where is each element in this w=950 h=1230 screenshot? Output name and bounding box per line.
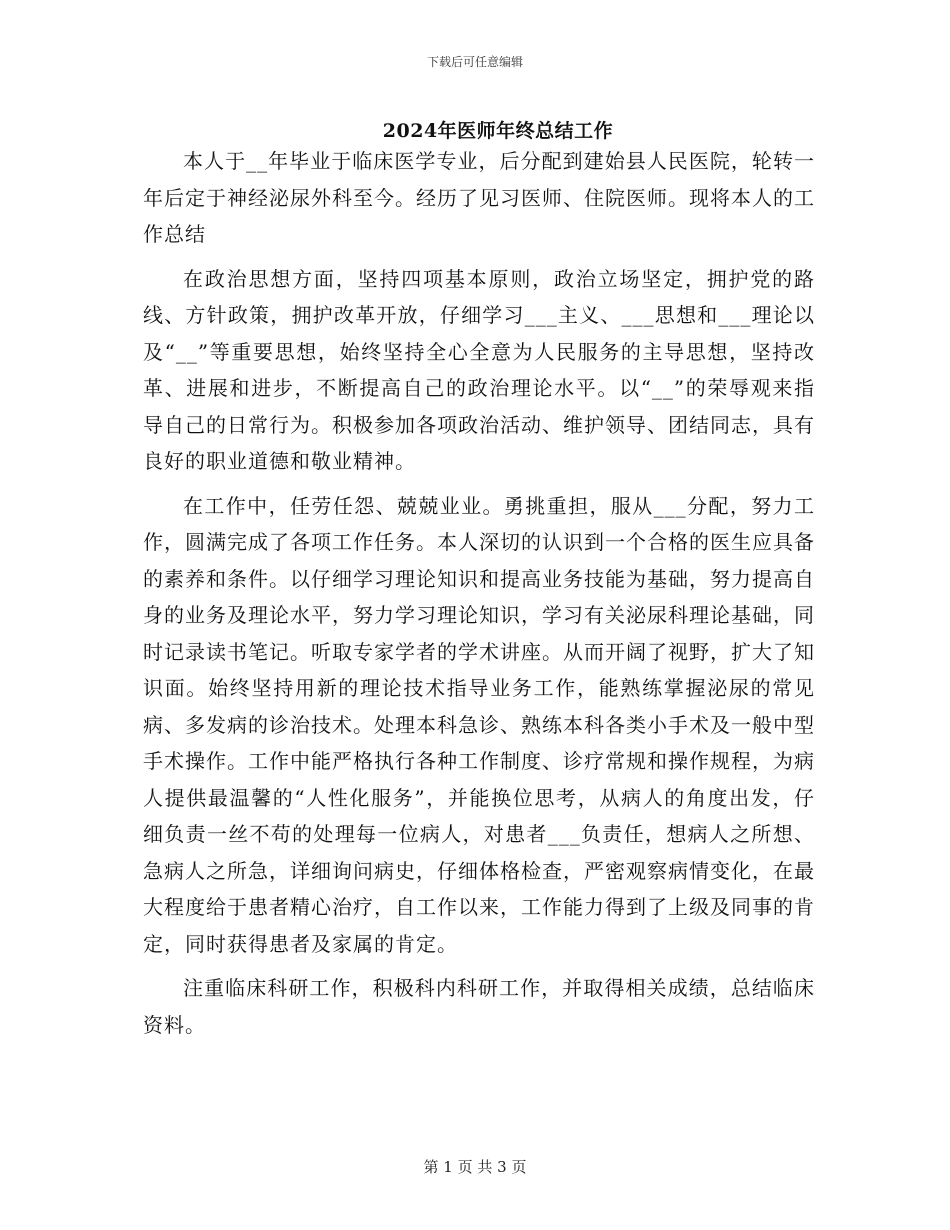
document-title: 2024年医师年终总结工作 — [382, 120, 614, 142]
download-note: 下载后可任意编辑 — [426, 55, 523, 69]
paragraph-political: 在政治思想方面，坚持四项基本原则，政治立场坚定，拥护党的路线、方针政策，拥护改革开放，仔细学习___主义、___思想和___理论以及“__”等重要思想，始终坚持全心全意为人民服务的主导思想，坚持改革、进展和进步，不断提高自己的政治理论水平。以“__”的荣辱观来指导自己的日常行为。积极参加各项政治活动、维护领导、团结同志，具有良好的职业道德和敬业精神。 — [143, 266, 815, 473]
paragraph-intro: 本人于__年毕业于临床医学专业，后分配到建始县人民医院，轮转一年后定于神经泌尿外科至今。经历了见习医师、住院医师。现将本人的工作总结 — [143, 149, 815, 246]
page-number: 第 1 页 共 3 页 — [423, 1158, 527, 1176]
paragraph-work: 在工作中，任劳任怨、兢兢业业。勇挑重担，服从___分配，努力工作，圆满完成了各项工作任务。本人深切的认识到一个合格的医生应具备的素养和条件。以仔细学习理论知识和提高业务技能为基础，努力提高自身的业务及理论水平，努力学习理论知识，学习有关泌尿科理论基础，同时记录读书笔记。听取专家学者的学术讲座。从而开阔了视野，扩大了知识面。始终坚持用新的理论技术指导业务工作，能熟练掌握泌尿的常见病、多发病的诊治技术。处理本科急诊、熟练本科各类小手术及一般中型手术操作。工作中能严格执行各种工作制度、诊疗常规和操作规程，为病人提供最温馨的“人性化服务”，并能换位思考，从病人的角度出发，仔细负责一丝不苟的处理每一位病人，对患者___负责任，想病人之所想、急病人之所急，详细询问病史，仔细体格检查，严密观察病情变化，在最大程度给于患者精心治疗，自工作以来，工作能力得到了上级及同事的肯定，同时获得患者及家属的肯定。 — [143, 493, 815, 956]
paragraph-research: 注重临床科研工作，积极科内科研工作，并取得相关成绩，总结临床资料。 — [143, 976, 815, 1037]
document-body — [143, 143, 815, 1043]
